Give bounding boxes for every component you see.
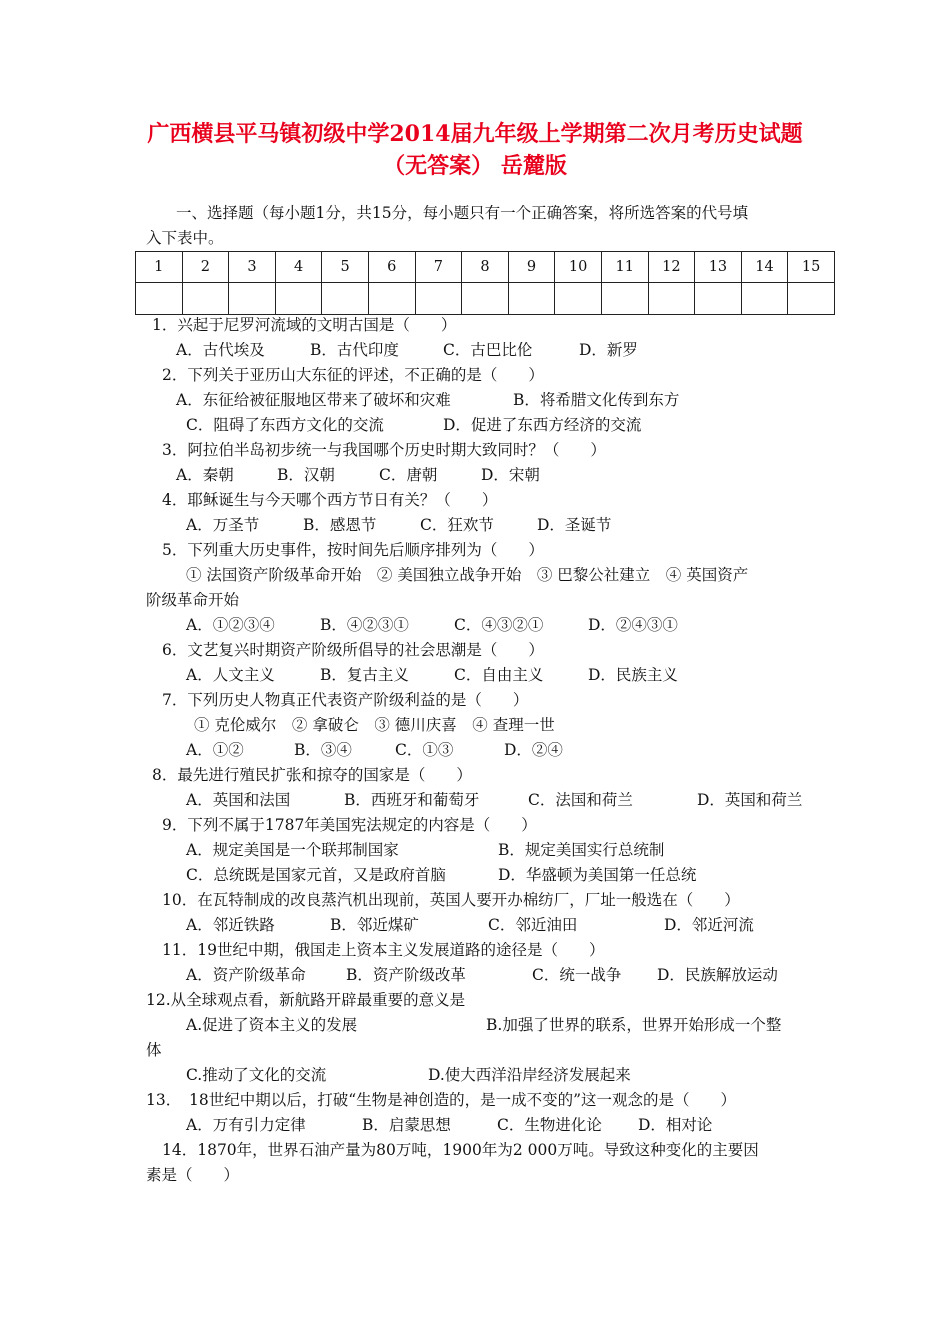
q11-option-b: B．资产阶级改革 bbox=[346, 966, 466, 984]
answer-table-number-row bbox=[136, 252, 835, 283]
q4-stem: 4．耶稣诞生与今天哪个西方节日有关？（ ） bbox=[162, 491, 498, 509]
answer-number-cell: 7 bbox=[415, 252, 462, 283]
q6-option-d: D．民族主义 bbox=[588, 666, 678, 684]
q7-stem: 7．下列历史人物真正代表资产阶级利益的是（ ） bbox=[162, 691, 529, 709]
q12-option-b-continued: 体 bbox=[146, 1041, 162, 1059]
q9-option-c: C．总统既是国家元首，又是政府首脑 bbox=[186, 866, 446, 884]
q4-option-b: B．感恩节 bbox=[303, 516, 377, 534]
answer-blank-cell[interactable] bbox=[601, 283, 648, 315]
q3-option-d: D．宋朝 bbox=[481, 466, 540, 484]
q6-option-c: C．自由主义 bbox=[454, 666, 544, 684]
answer-blank-cell[interactable] bbox=[182, 283, 229, 315]
q4-option-d: D．圣诞节 bbox=[537, 516, 612, 534]
q4-option-c: C．狂欢节 bbox=[420, 516, 494, 534]
q6-option-a: A．人文主义 bbox=[186, 666, 275, 684]
q1-option-a: A．古代埃及 bbox=[176, 341, 265, 359]
q12-option-a: A.促进了资本主义的发展 bbox=[186, 1016, 358, 1034]
q6-stem: 6．文艺复兴时期资产阶级所倡导的社会思潮是（ ） bbox=[162, 641, 544, 659]
answer-blank-cell[interactable] bbox=[462, 283, 509, 315]
q2-option-a: A．东征给被征服地区带来了破坏和灾难 bbox=[176, 391, 451, 409]
q5-events-line-1: ① 法国资产阶级革命开始 ② 美国独立战争开始 ③ 巴黎公社建立 ④ 英国资产 bbox=[186, 566, 749, 584]
answer-number-cell: 3 bbox=[229, 252, 276, 283]
q11-option-d: D．民族解放运动 bbox=[657, 966, 778, 984]
answer-number-cell: 10 bbox=[555, 252, 602, 283]
q3-stem: 3．阿拉伯半岛初步统一与我国哪个历史时期大致同时？（ ） bbox=[162, 441, 606, 459]
q5-events-line-2: 阶级革命开始 bbox=[146, 591, 240, 609]
q10-stem: 10．在瓦特制成的改良蒸汽机出现前，英国人要开办棉纺厂，厂址一般选在（ ） bbox=[162, 891, 740, 909]
q5-option-d: D．②④③① bbox=[588, 616, 678, 634]
q13-option-b: B．启蒙思想 bbox=[362, 1116, 451, 1134]
answer-number-cell: 1 bbox=[136, 252, 183, 283]
q8-option-d: D．英国和荷兰 bbox=[697, 791, 803, 809]
q1-option-c: C．古巴比伦 bbox=[443, 341, 533, 359]
instructions-line-1: 一、选择题（每小题1分，共15分，每小题只有一个正确答案，将所选答案的代号填 bbox=[176, 204, 749, 222]
answer-blank-cell[interactable] bbox=[136, 283, 183, 315]
q3-option-c: C．唐朝 bbox=[379, 466, 438, 484]
answer-number-cell: 9 bbox=[508, 252, 555, 283]
q8-stem: 8．最先进行殖民扩张和掠夺的国家是（ ） bbox=[152, 766, 472, 784]
q9-option-b: B．规定美国实行总统制 bbox=[498, 841, 665, 859]
q2-stem: 2．下列关于亚历山大东征的评述，不正确的是（ ） bbox=[162, 366, 544, 384]
answer-blank-cell[interactable] bbox=[275, 283, 322, 315]
q12-stem: 12.从全球观点看，新航路开辟最重要的意义是 bbox=[146, 991, 466, 1009]
page-title bbox=[0, 118, 950, 182]
q9-option-a: A．规定美国是一个联邦制国家 bbox=[186, 841, 399, 859]
q3-option-a: A．秦朝 bbox=[176, 466, 234, 484]
q2-option-d: D．促进了东西方经济的交流 bbox=[443, 416, 642, 434]
q12-option-d: D.使大西洋沿岸经济发展起来 bbox=[428, 1066, 631, 1084]
q3-option-b: B．汉朝 bbox=[277, 466, 335, 484]
answer-blank-cell[interactable] bbox=[695, 283, 742, 315]
q12-option-c: C.推动了文化的交流 bbox=[186, 1066, 327, 1084]
answer-number-cell: 4 bbox=[275, 252, 322, 283]
q5-stem: 5．下列重大历史事件，按时间先后顺序排列为（ ） bbox=[162, 541, 544, 559]
q8-option-a: A．英国和法国 bbox=[186, 791, 291, 809]
q5-option-a: A．①②③④ bbox=[186, 616, 275, 634]
answer-blank-cell[interactable] bbox=[555, 283, 602, 315]
q9-option-d: D．华盛顿为美国第一任总统 bbox=[498, 866, 697, 884]
q8-option-c: C．法国和荷兰 bbox=[528, 791, 633, 809]
q7-option-c: C．①③ bbox=[395, 741, 454, 759]
title-line-2: （无答案） 岳麓版 bbox=[383, 153, 567, 179]
q13-option-c: C．生物进化论 bbox=[497, 1116, 602, 1134]
title-line-1: 广西横县平马镇初级中学2014届九年级上学期第二次月考历史试题 bbox=[147, 121, 803, 147]
q5-option-c: C．④③②① bbox=[454, 616, 544, 634]
q11-option-a: A．资产阶级革命 bbox=[186, 966, 306, 984]
q13-option-d: D．相对论 bbox=[638, 1116, 713, 1134]
q1-stem: 1．兴起于尼罗河流域的文明古国是（ ） bbox=[152, 316, 457, 334]
answer-blank-cell[interactable] bbox=[415, 283, 462, 315]
answer-blank-cell[interactable] bbox=[788, 283, 835, 315]
answer-blank-cell[interactable] bbox=[368, 283, 415, 315]
answer-number-cell: 6 bbox=[368, 252, 415, 283]
answer-number-cell: 15 bbox=[788, 252, 835, 283]
q10-option-d: D．邻近河流 bbox=[664, 916, 754, 934]
q10-option-c: C．邻近油田 bbox=[488, 916, 578, 934]
q11-option-c: C．统一战争 bbox=[532, 966, 622, 984]
q7-option-b: B．③④ bbox=[294, 741, 352, 759]
q7-figures: ① 克伦威尔 ② 拿破仑 ③ 德川庆喜 ④ 查理一世 bbox=[194, 716, 555, 734]
q10-option-b: B．邻近煤矿 bbox=[330, 916, 419, 934]
q10-option-a: A．邻近铁路 bbox=[186, 916, 275, 934]
q8-option-b: B．西班牙和葡萄牙 bbox=[344, 791, 480, 809]
q11-stem: 11．19世纪中期，俄国走上资本主义发展道路的途径是（ ） bbox=[162, 941, 605, 959]
answer-number-cell: 12 bbox=[648, 252, 695, 283]
answer-number-cell: 5 bbox=[322, 252, 369, 283]
answer-table bbox=[135, 251, 835, 315]
q6-option-b: B．复古主义 bbox=[320, 666, 409, 684]
answer-blank-cell[interactable] bbox=[741, 283, 788, 315]
q1-option-b: B．古代印度 bbox=[310, 341, 399, 359]
answer-blank-cell[interactable] bbox=[508, 283, 555, 315]
q2-option-b: B．将希腊文化传到东方 bbox=[513, 391, 680, 409]
q14-stem-line-2: 素是（ ） bbox=[146, 1166, 240, 1184]
answer-blank-cell[interactable] bbox=[322, 283, 369, 315]
q13-option-a: A．万有引力定律 bbox=[186, 1116, 306, 1134]
q13-stem: 13． 18世纪中期以后，打破“生物是神创造的，是一成不变的”这一观念的是（ ） bbox=[146, 1091, 737, 1109]
q9-stem: 9．下列不属于1787年美国宪法规定的内容是（ ） bbox=[162, 816, 537, 834]
q5-option-b: B．④②③① bbox=[320, 616, 409, 634]
q1-option-d: D．新罗 bbox=[579, 341, 638, 359]
answer-blank-cell[interactable] bbox=[648, 283, 695, 315]
answer-number-cell: 13 bbox=[695, 252, 742, 283]
q7-option-d: D．②④ bbox=[504, 741, 563, 759]
instructions-line-2: 入下表中。 bbox=[146, 229, 224, 247]
q14-stem-line-1: 14．1870年，世界石油产量为80万吨，1900年为2 000万吨。导致这种变化的主要因 bbox=[162, 1141, 759, 1159]
answer-number-cell: 8 bbox=[462, 252, 509, 283]
q4-option-a: A．万圣节 bbox=[186, 516, 260, 534]
answer-number-cell: 11 bbox=[601, 252, 648, 283]
answer-blank-cell[interactable] bbox=[229, 283, 276, 315]
answer-table-blank-row bbox=[136, 283, 835, 315]
q7-option-a: A．①② bbox=[186, 741, 244, 759]
q12-option-b: B.加强了世界的联系，世界开始形成一个整 bbox=[486, 1016, 782, 1034]
q2-option-c: C．阻碍了东西方文化的交流 bbox=[186, 416, 384, 434]
answer-number-cell: 14 bbox=[741, 252, 788, 283]
answer-number-cell: 2 bbox=[182, 252, 229, 283]
